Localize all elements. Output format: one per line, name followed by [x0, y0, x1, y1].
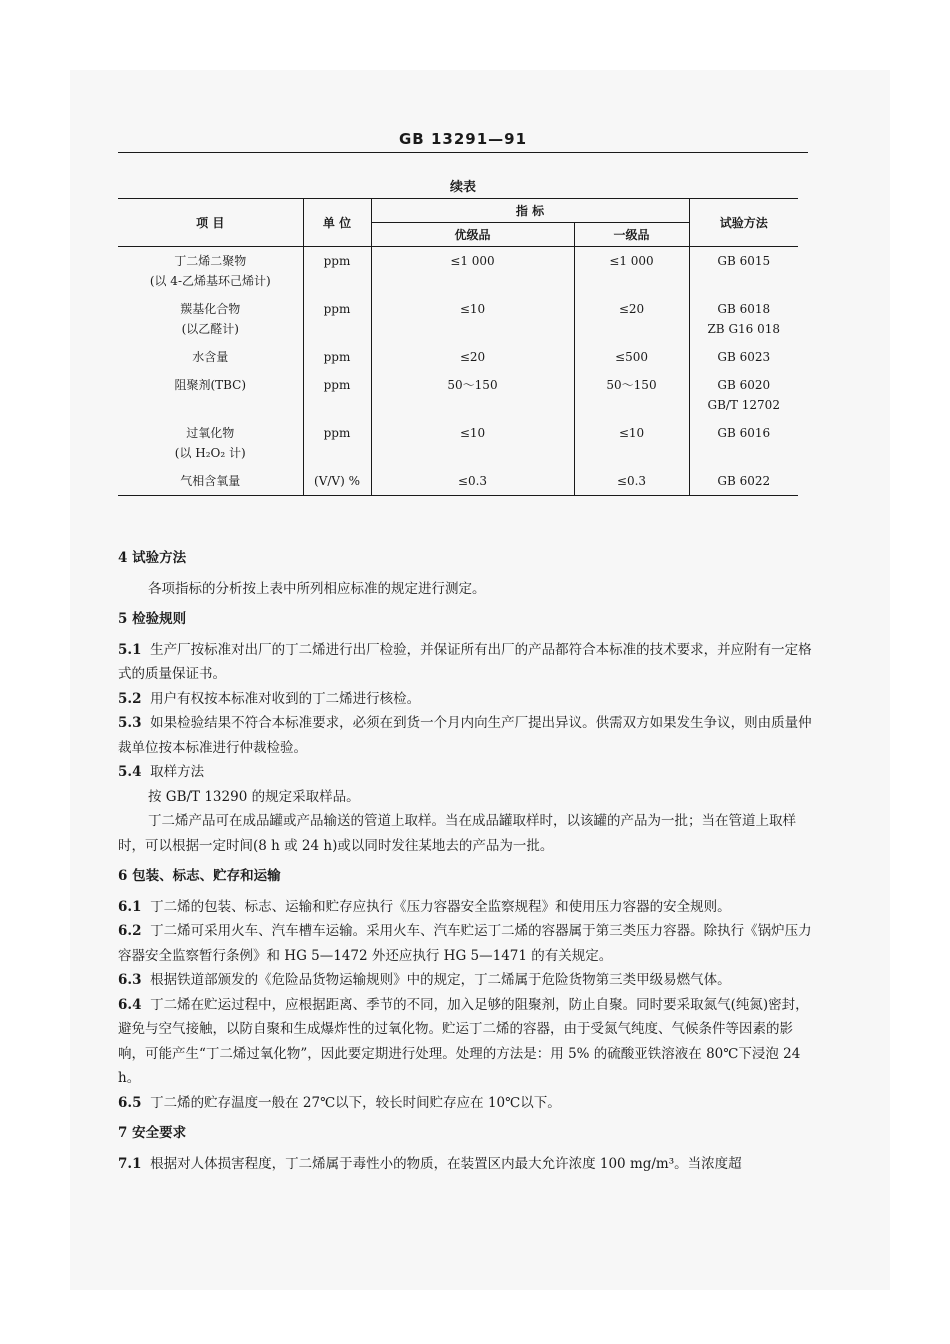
table-row [118, 419, 798, 467]
clause-text: 如果检验结果不符合本标准要求，必须在到货一个月内向生产厂提出异议。供需双方如果发生争议，则由质量仲裁单位按本标准进行仲裁检验。 [118, 715, 812, 756]
first-grade-cell: ≤500 [574, 343, 689, 371]
item-note: (以 4-乙烯基环己烯计) [149, 274, 271, 288]
paragraph: 各项指标的分析按上表中所列相应标准的规定进行测定。 [148, 580, 486, 597]
clause-number: 6.3 [118, 972, 142, 988]
method-cell: GB 6018 [717, 302, 771, 316]
section-heading: 5 检验规则 [118, 611, 187, 627]
th-premium: 优级品 [371, 223, 574, 247]
item-name: 水含量 [192, 350, 229, 364]
method-cell: GB 6020 [717, 378, 771, 392]
clause-text: 丁二烯在贮运过程中，应根据距离、季节的不同，加入足够的阻聚剂，防止自聚。同时要采取氮气(纯氮)密封，避免与空气接触，以防自聚和生成爆炸性的过氧化物。贮运丁二烯的容器，由于受氮气纯度、气候条件等因素的影响，可能产生“丁二烯过氧化物”，因此要定期进行处理。处理的方法是：用 5% 的硫酸亚铁溶液在 80℃下浸泡 24 h。 [118, 996, 809, 1086]
item-name: 气相含氧量 [180, 474, 241, 488]
clause-number: 5.2 [118, 690, 142, 707]
unit-cell: ppm [303, 247, 371, 296]
first-grade-cell: 50～150 [574, 371, 689, 419]
unit-cell: ppm [303, 295, 371, 343]
clause [118, 895, 818, 920]
clause [118, 638, 818, 687]
clause-number: 5.4 [118, 764, 142, 780]
clause-text: 用户有权按本标准对收到的丁二烯进行核检。 [150, 690, 421, 707]
premium-cell: ≤1 000 [371, 247, 574, 296]
clause [118, 1152, 818, 1177]
clause [118, 687, 818, 712]
header-rule [118, 152, 808, 153]
method-cell-alt: GB/T 12702 [707, 398, 780, 412]
premium-cell: 50～150 [371, 371, 574, 419]
clause [118, 919, 818, 968]
unit-cell: ppm [303, 343, 371, 371]
paragraph: 按 GB/T 13290 的规定采取样品。 [148, 788, 360, 805]
method-cell: GB 6023 [717, 350, 771, 364]
premium-cell: ≤20 [371, 343, 574, 371]
clause-number: 5.3 [118, 715, 142, 731]
clause [118, 711, 818, 760]
item-name: 过氧化物 [186, 426, 235, 440]
clause-text: 丁二烯可采用火车、汽车槽车运输。采用火车、汽车贮运丁二烯的容器属于第三类压力容器。除执行《锅炉压力容器安全监察暂行条例》和 HG 5—1472 外还应执行 HG 5—1471 的有关规定。 [118, 923, 812, 964]
clause-number: 7.1 [118, 1155, 142, 1172]
th-index: 指 标 [371, 199, 689, 223]
section-heading: 4 试验方法 [118, 550, 187, 566]
clause [118, 993, 818, 1091]
clause [118, 968, 818, 993]
standard-number-header: GB 13291—91 [398, 130, 528, 148]
table-caption: 续表 [449, 180, 476, 195]
spec-table [118, 198, 798, 496]
item-name: 阻聚剂(TBC) [174, 378, 247, 392]
clause-number: 6.2 [118, 923, 142, 939]
method-cell: GB 6016 [717, 426, 771, 440]
unit-cell: ppm [303, 419, 371, 467]
method-cell: GB 6022 [717, 474, 771, 488]
clause-text: 生产厂按标准对出厂的丁二烯进行出厂检验，并保证所有出厂的产品都符合本标准的技术要求，并应附有一定格式的质量保证书。 [118, 641, 812, 682]
clause-text: 取样方法 [150, 764, 205, 780]
first-grade-cell: ≤0.3 [574, 467, 689, 496]
unit-cell: (V/V) % [303, 467, 371, 496]
clause-number: 5.1 [118, 641, 142, 658]
clause-number: 6.4 [118, 996, 142, 1013]
item-name: 丁二烯二聚物 [174, 254, 247, 268]
clause-text: 丁二烯的包装、标志、运输和贮存应执行《压力容器安全监察规程》和使用压力容器的安全规则。 [150, 898, 731, 915]
th-method: 试验方法 [689, 199, 798, 247]
first-grade-cell: ≤10 [574, 419, 689, 467]
first-grade-cell: ≤20 [574, 295, 689, 343]
table-row [118, 247, 798, 296]
clause-number: 6.1 [118, 898, 142, 915]
section-heading: 6 包装、标志、贮存和运输 [118, 868, 281, 884]
clause-number: 6.5 [118, 1094, 142, 1111]
clause-text: 根据对人体损害程度，丁二烯属于毒性小的物质，在装置区内最大允许浓度 100 mg/m³。当浓度超 [150, 1155, 742, 1172]
section-heading: 7 安全要求 [118, 1125, 187, 1141]
first-grade-cell: ≤1 000 [574, 247, 689, 296]
method-cell-alt: ZB G16 018 [707, 322, 781, 336]
clause-text: 丁二烯的贮存温度一般在 27℃以下，较长时间贮存应在 10℃以下。 [150, 1094, 561, 1111]
method-cell: GB 6015 [717, 254, 771, 268]
th-item: 项 目 [118, 199, 303, 247]
premium-cell: ≤10 [371, 295, 574, 343]
th-first: 一级品 [574, 223, 689, 247]
table-row [118, 467, 798, 496]
table-row [118, 295, 798, 343]
table-row [118, 343, 798, 371]
table-row [118, 371, 798, 419]
clause-text: 根据铁道部颁发的《危险品货物运输规则》中的规定，丁二烯属于危险货物第三类甲级易燃气体。 [150, 972, 731, 988]
item-note: (以乙醛计) [181, 322, 239, 336]
clause [118, 1091, 818, 1116]
item-note: (以 H₂O₂ 计) [174, 446, 246, 460]
th-unit: 单 位 [303, 199, 371, 247]
clause [118, 760, 818, 785]
unit-cell: ppm [303, 371, 371, 419]
premium-cell: ≤10 [371, 419, 574, 467]
paragraph: 丁二烯产品可在成品罐或产品输送的管道上取样。当在成品罐取样时，以该罐的产品为一批；当在管道上取样时，可以根据一定时间(8 h 或 24 h)或以同时发往某地去的产品为一批。 [118, 813, 796, 854]
premium-cell: ≤0.3 [371, 467, 574, 496]
item-name: 羰基化合物 [180, 302, 241, 316]
body-text [118, 540, 818, 1176]
